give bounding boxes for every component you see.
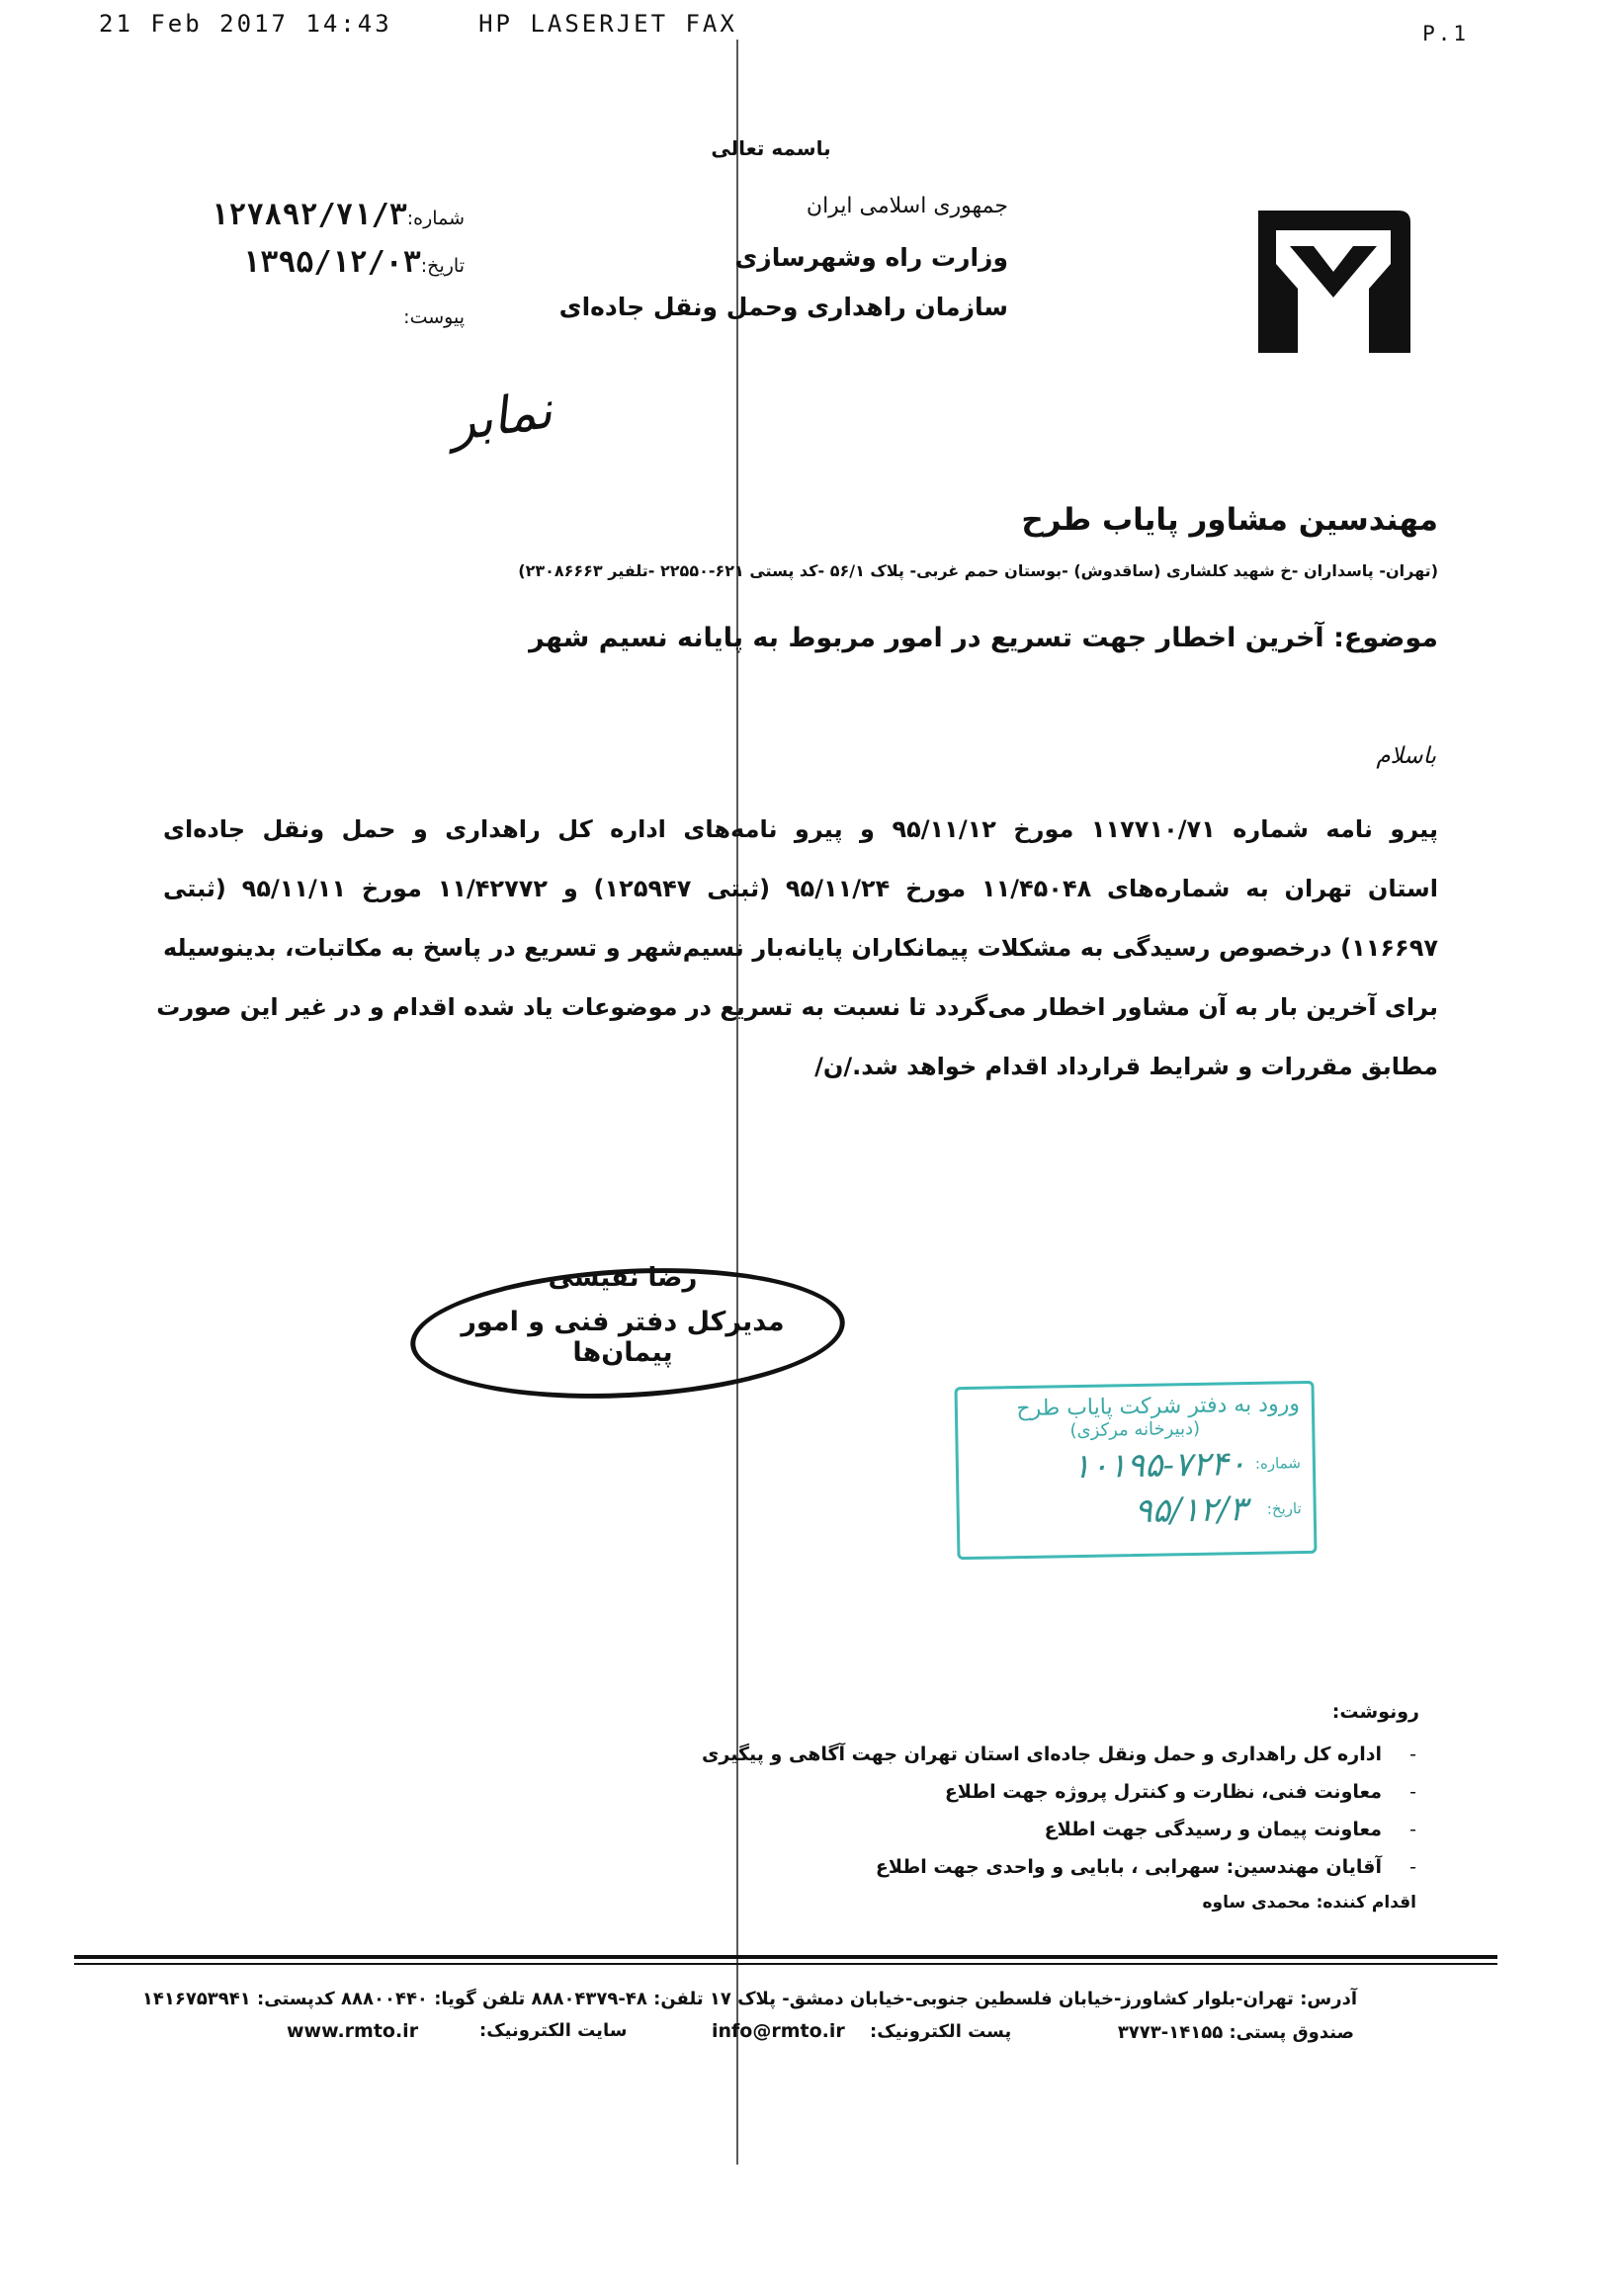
cc-item: معاونت پیمان و رسیدگی جهت اطلاع bbox=[1044, 1819, 1382, 1840]
body-line: برای آخرین بار به آن مشاور اخطار می‌گردد تا نسبت به تسریع در موضوعات یاد شده اقدام و در غیر این صورت bbox=[156, 993, 1438, 1021]
letter-date-value: ۱۳۹۵/۱۲/۰۳ bbox=[242, 245, 421, 280]
stamp-date: ۹۵/۱۲/۳ bbox=[1134, 1489, 1248, 1532]
action-officer-name: محمدی ساوه bbox=[1202, 1893, 1311, 1913]
footer-pobox-label: صندوق پستی: bbox=[1229, 2022, 1354, 2043]
footer-website[interactable]: www.rmto.ir bbox=[287, 2020, 419, 2042]
fold-line bbox=[736, 40, 738, 2165]
stamp-number-row bbox=[971, 1443, 1302, 1488]
organization-name: سازمان راهداری وحمل ونقل جاده‌ای bbox=[558, 293, 1008, 321]
action-officer bbox=[1202, 1893, 1416, 1913]
footer-address bbox=[142, 1989, 1357, 2009]
ministry-name: وزارت راه وشهرسازی bbox=[734, 243, 1008, 272]
country-name: جمهوری اسلامی ایران bbox=[806, 194, 1008, 218]
cc-dash: - bbox=[1409, 1781, 1416, 1803]
fax-header bbox=[99, 10, 737, 38]
letter-date bbox=[198, 245, 465, 280]
footer-address-label: آدرس: bbox=[1300, 1989, 1357, 2009]
stamp-date-label: تاریخ: bbox=[1266, 1499, 1302, 1518]
cc-dash: - bbox=[1409, 1856, 1416, 1878]
body-line: استان تهران به شماره‌های ۱۱/۴۵۰۴۸ مورخ ۹۵/۱۱/۲۴ (ثبتی ۱۲۵۹۴۷) و ۱۱/۴۲۷۷۲ مورخ ۹۵/۱۱/۱۱ (ثبتی bbox=[163, 875, 1438, 902]
footer-postal-label: کدپستی: bbox=[257, 1989, 335, 2009]
cc-dash: - bbox=[1409, 1743, 1416, 1765]
footer-address-value: تهران-بلوار کشاورز-خیابان فلسطین جنوبی-خیابان دمشق- پلاک ۱۷ bbox=[709, 1989, 1294, 2009]
footer-fax-label: تلفن گویا: bbox=[434, 1989, 526, 2009]
footer-website-label: سایت الکترونیک: bbox=[479, 2020, 628, 2041]
action-officer-label: اقدام کننده: bbox=[1316, 1893, 1416, 1913]
letter-attachment bbox=[198, 306, 465, 328]
cc-item: آقایان مهندسین: سهرابی ، بابایی و واحدی جهت اطلاع bbox=[875, 1856, 1382, 1878]
letter-date-label: تاریخ: bbox=[420, 255, 465, 277]
stamp-date-row bbox=[971, 1488, 1302, 1534]
stamp-line2: (دبیرخانه مرکزی) bbox=[1069, 1417, 1201, 1442]
letter-number-value: ۱۲۷۸۹۲/۷۱/۳ bbox=[211, 198, 407, 232]
stamp-number: ۱۰۱۹۵-۷۲۴۰ bbox=[1071, 1444, 1247, 1488]
footer-email-label: پست الکترونیک: bbox=[870, 2021, 1012, 2042]
body-line: ۱۱۶۶۹۷) درخصوص رسیدگی به مشکلات پیمانکاران پایانه‌بار نسیم‌شهر و تسریع در پاسخ به مکاتبات، بدینوسیله bbox=[163, 934, 1438, 962]
received-stamp bbox=[955, 1381, 1318, 1560]
footer-phone-value: ۴۸-۸۸۸۰۴۳۷۹ bbox=[531, 1989, 647, 2009]
cc-item: اداره کل راهداری و حمل ونقل جاده‌ای استان تهران جهت آگاهی و پیگیری bbox=[702, 1743, 1382, 1765]
signer-title: مدیرکل دفتر فنی و امور پیمان‌ها bbox=[461, 1307, 785, 1368]
footer-email[interactable]: info@rmto.ir bbox=[712, 2020, 845, 2042]
recipient-name: مهندسین مشاور پایاب طرح bbox=[1021, 502, 1438, 538]
footer-rule-thin bbox=[74, 1963, 1497, 1965]
body-line: پیرو نامه شماره ۱۱۷۷۱۰/۷۱ مورخ ۹۵/۱۱/۱۲ و پیرو نامه‌های اداره کل راهداری و حمل ونقل جاده‌ای bbox=[163, 815, 1438, 843]
signer-name: رضا نفیسی bbox=[548, 1263, 698, 1293]
fax-app-name: HP LASERJET FAX bbox=[478, 10, 737, 38]
cc-item: معاونت فنی، نظارت و کنترل پروژه جهت اطلاع bbox=[944, 1781, 1382, 1803]
stamp-line1: ورود به دفتر شرکت پایاب طرح bbox=[1016, 1392, 1301, 1422]
footer-fax-value: ۸۸۸۰۰۴۴۰ bbox=[341, 1989, 428, 2009]
footer-pobox-value: ۱۴۱۵۵-۳۷۷۳ bbox=[1117, 2022, 1224, 2043]
stamp-number-label: شماره: bbox=[1254, 1454, 1302, 1473]
letter-number-label: شماره: bbox=[406, 208, 465, 229]
footer-phone-label: تلفن: bbox=[653, 1989, 704, 2009]
footer-pobox bbox=[1118, 2022, 1354, 2043]
letter-subject: موضوع: آخرین اخطار جهت تسریع در امور مربوط به پایانه نسیم شهر bbox=[529, 623, 1438, 653]
recipient-address: (تهران- پاسداران -خ شهید کلشاری (ساقدوش) -بوستان حمم غربی- پلاک ۵۶/۱ -کد پستی ۶۲۱-۲۲۵۵۰ -تلفیر ۲۳۰۸۶۶۶۳) bbox=[518, 561, 1438, 580]
cc-dash: - bbox=[1409, 1819, 1416, 1840]
invocation: باسمه تعالی bbox=[711, 136, 831, 160]
rmto-logo-icon bbox=[1250, 203, 1416, 361]
fax-page-number: P.1 bbox=[1422, 22, 1469, 45]
handwritten-note: نمابر bbox=[446, 381, 556, 454]
body-line: مطابق مقررات و شرایط قرارداد اقدام خواهد شد./ن/ bbox=[814, 1053, 1438, 1080]
signature-block bbox=[430, 1263, 815, 1368]
footer-postal-value: ۱۴۱۶۷۵۳۹۴۱ bbox=[141, 1989, 251, 2009]
letter-number bbox=[198, 198, 465, 232]
attachment-label: پیوست: bbox=[403, 306, 465, 328]
cc-heading: رونوشت: bbox=[1331, 1701, 1419, 1723]
footer-rule bbox=[74, 1955, 1497, 1959]
letter-greeting: باسلام bbox=[1376, 743, 1436, 769]
fax-timestamp: 21 Feb 2017 14:43 bbox=[99, 10, 392, 38]
